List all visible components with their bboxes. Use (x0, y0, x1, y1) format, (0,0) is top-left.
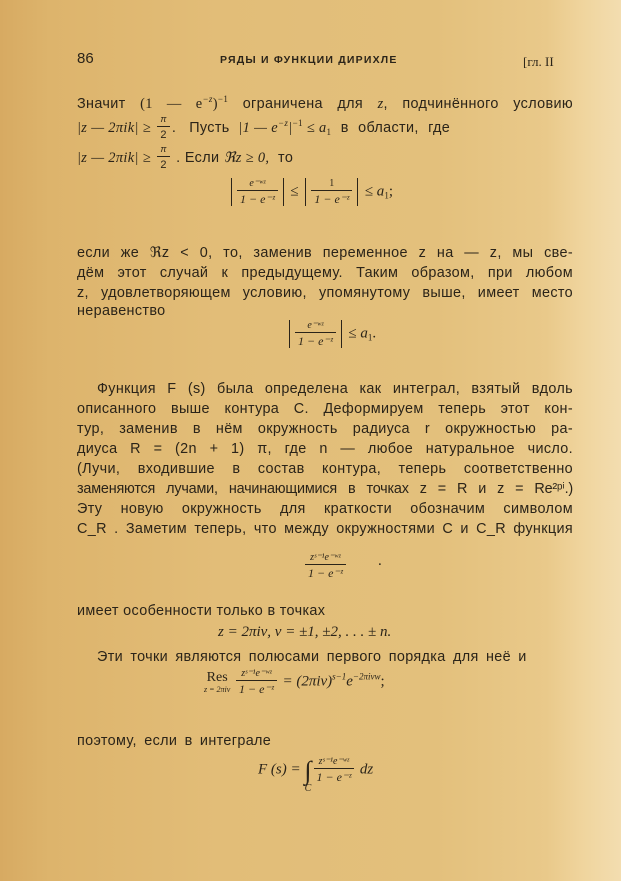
inequality-formula: $\frac{\text{e⁻ʷᶻ}}{\text{1 − e⁻ᶻ}}$ ≤ $a_1$. (286, 320, 376, 348)
text-line: |z — 2πik| ≥ $\frac{\pi}{2}$ . Если ℜz ≥ 0, то (77, 144, 294, 171)
fraction: $\frac{\text{zˢ⁻¹e⁻ʷᶻ}}{\text{1 − e⁻ᶻ}}$ (305, 552, 346, 580)
text-line: неравенство (77, 303, 166, 319)
text-line: если же ℜz < 0, то, заменив переменное z на — z, мы све- (77, 245, 573, 261)
text-line: |z — 2πik| ≥ $\frac{\pi}{2}$ . Пусть |1 — $e^{-z}|^{-1} \le a_1$ в области, где (77, 114, 451, 142)
fraction: $\frac{1}{\text{1 − e⁻ᶻ}}$ (311, 178, 352, 206)
text-line: тур, заменив в нём окружность радиуса r окружностью ра- (77, 421, 573, 437)
chapter-label: [гл. II (523, 54, 554, 69)
integral-formula: F (s) = ∫ C $\frac{\text{zˢ⁻¹e⁻ʷᶻ}}{\text{1 − e⁻ᶻ}}$ dz (258, 756, 374, 794)
fraction: $\frac{\pi}{2}$ (157, 144, 169, 172)
points-formula: z = 2πiν, ν = ±1, ±2, . . . ± n. (218, 624, 392, 640)
text-line: Эти точки являются полюсами первого порядка для неё и (97, 649, 527, 665)
fraction: $\frac{\text{e⁻ʷᶻ}}{\text{1 − e⁻ᶻ}}$ (295, 320, 336, 348)
text-line: z, удовлетворяющем условию, упомянутому выше, имеет место (77, 285, 573, 301)
function-formula: $\frac{\text{zˢ⁻¹e⁻ʷᶻ}}{\text{1 − e⁻ᶻ}}$ · (303, 552, 382, 580)
integral-sign: ∫ (304, 756, 312, 785)
residue-formula: Res z = 2πiν $\frac{\text{zˢ⁻¹e⁻ʷᶻ}}{\text{1 − e⁻ᶻ}}$ = $(2\pi i\nu)^{s-1}e^{-2\pi i\nu w}$; (204, 668, 385, 696)
fraction: $\frac{\text{zˢ⁻¹e⁻ʷᶻ}}{\text{1 − e⁻ᶻ}}$ (236, 668, 277, 696)
text-line: Функция F (s) была определена как интеграл, взятый вдоль (97, 381, 573, 397)
page-number: 86 (77, 50, 94, 67)
text-line: дём этот случай к предыдущему. Таким образом, при любом (77, 265, 573, 281)
text-line: поэтому, если в интеграле (77, 733, 272, 749)
text-line: описанного выше контура C. Деформируем теперь этот кон- (77, 401, 573, 417)
text-line: Значит (1 — $e^{-z})^{-1}$ ограничена для z, подчинённого условию (77, 94, 573, 112)
text-line: диуса R = (2n + 1) π, где n — любое натуральное число. (77, 441, 573, 457)
inequality-formula: $\frac{\text{e⁻ʷᶻ}}{\text{1 − e⁻ᶻ}}$ ≤ $\frac{1}{\text{1 − e⁻ᶻ}}$ ≤ $a_1$; (228, 178, 393, 206)
text-line: (Лучи, входившие в состав контура, теперь соответственно (77, 461, 573, 477)
text-line: C_R . Заметим теперь, что между окружностями C и C_R функция (77, 521, 573, 537)
running-title: РЯДЫ И ФУНКЦИИ ДИРИХЛЕ (220, 54, 398, 66)
fraction: $\frac{\text{zˢ⁻¹e⁻ʷᶻ}}{\text{1 − e⁻ᶻ}}$ (314, 756, 355, 784)
text-line: Эту новую окружность для краткости обозначим символом (77, 501, 573, 517)
fraction: $\frac{\text{e⁻ʷᶻ}}{\text{1 − e⁻ᶻ}}$ (237, 178, 278, 206)
fraction: $\frac{\pi}{2}$ (157, 114, 169, 142)
text-line: имеет особенности только в точках (77, 603, 326, 619)
text-line: заменяются лучами, начинающимися в точках z = R и z = Re²ᵖⁱ.) (77, 481, 573, 497)
